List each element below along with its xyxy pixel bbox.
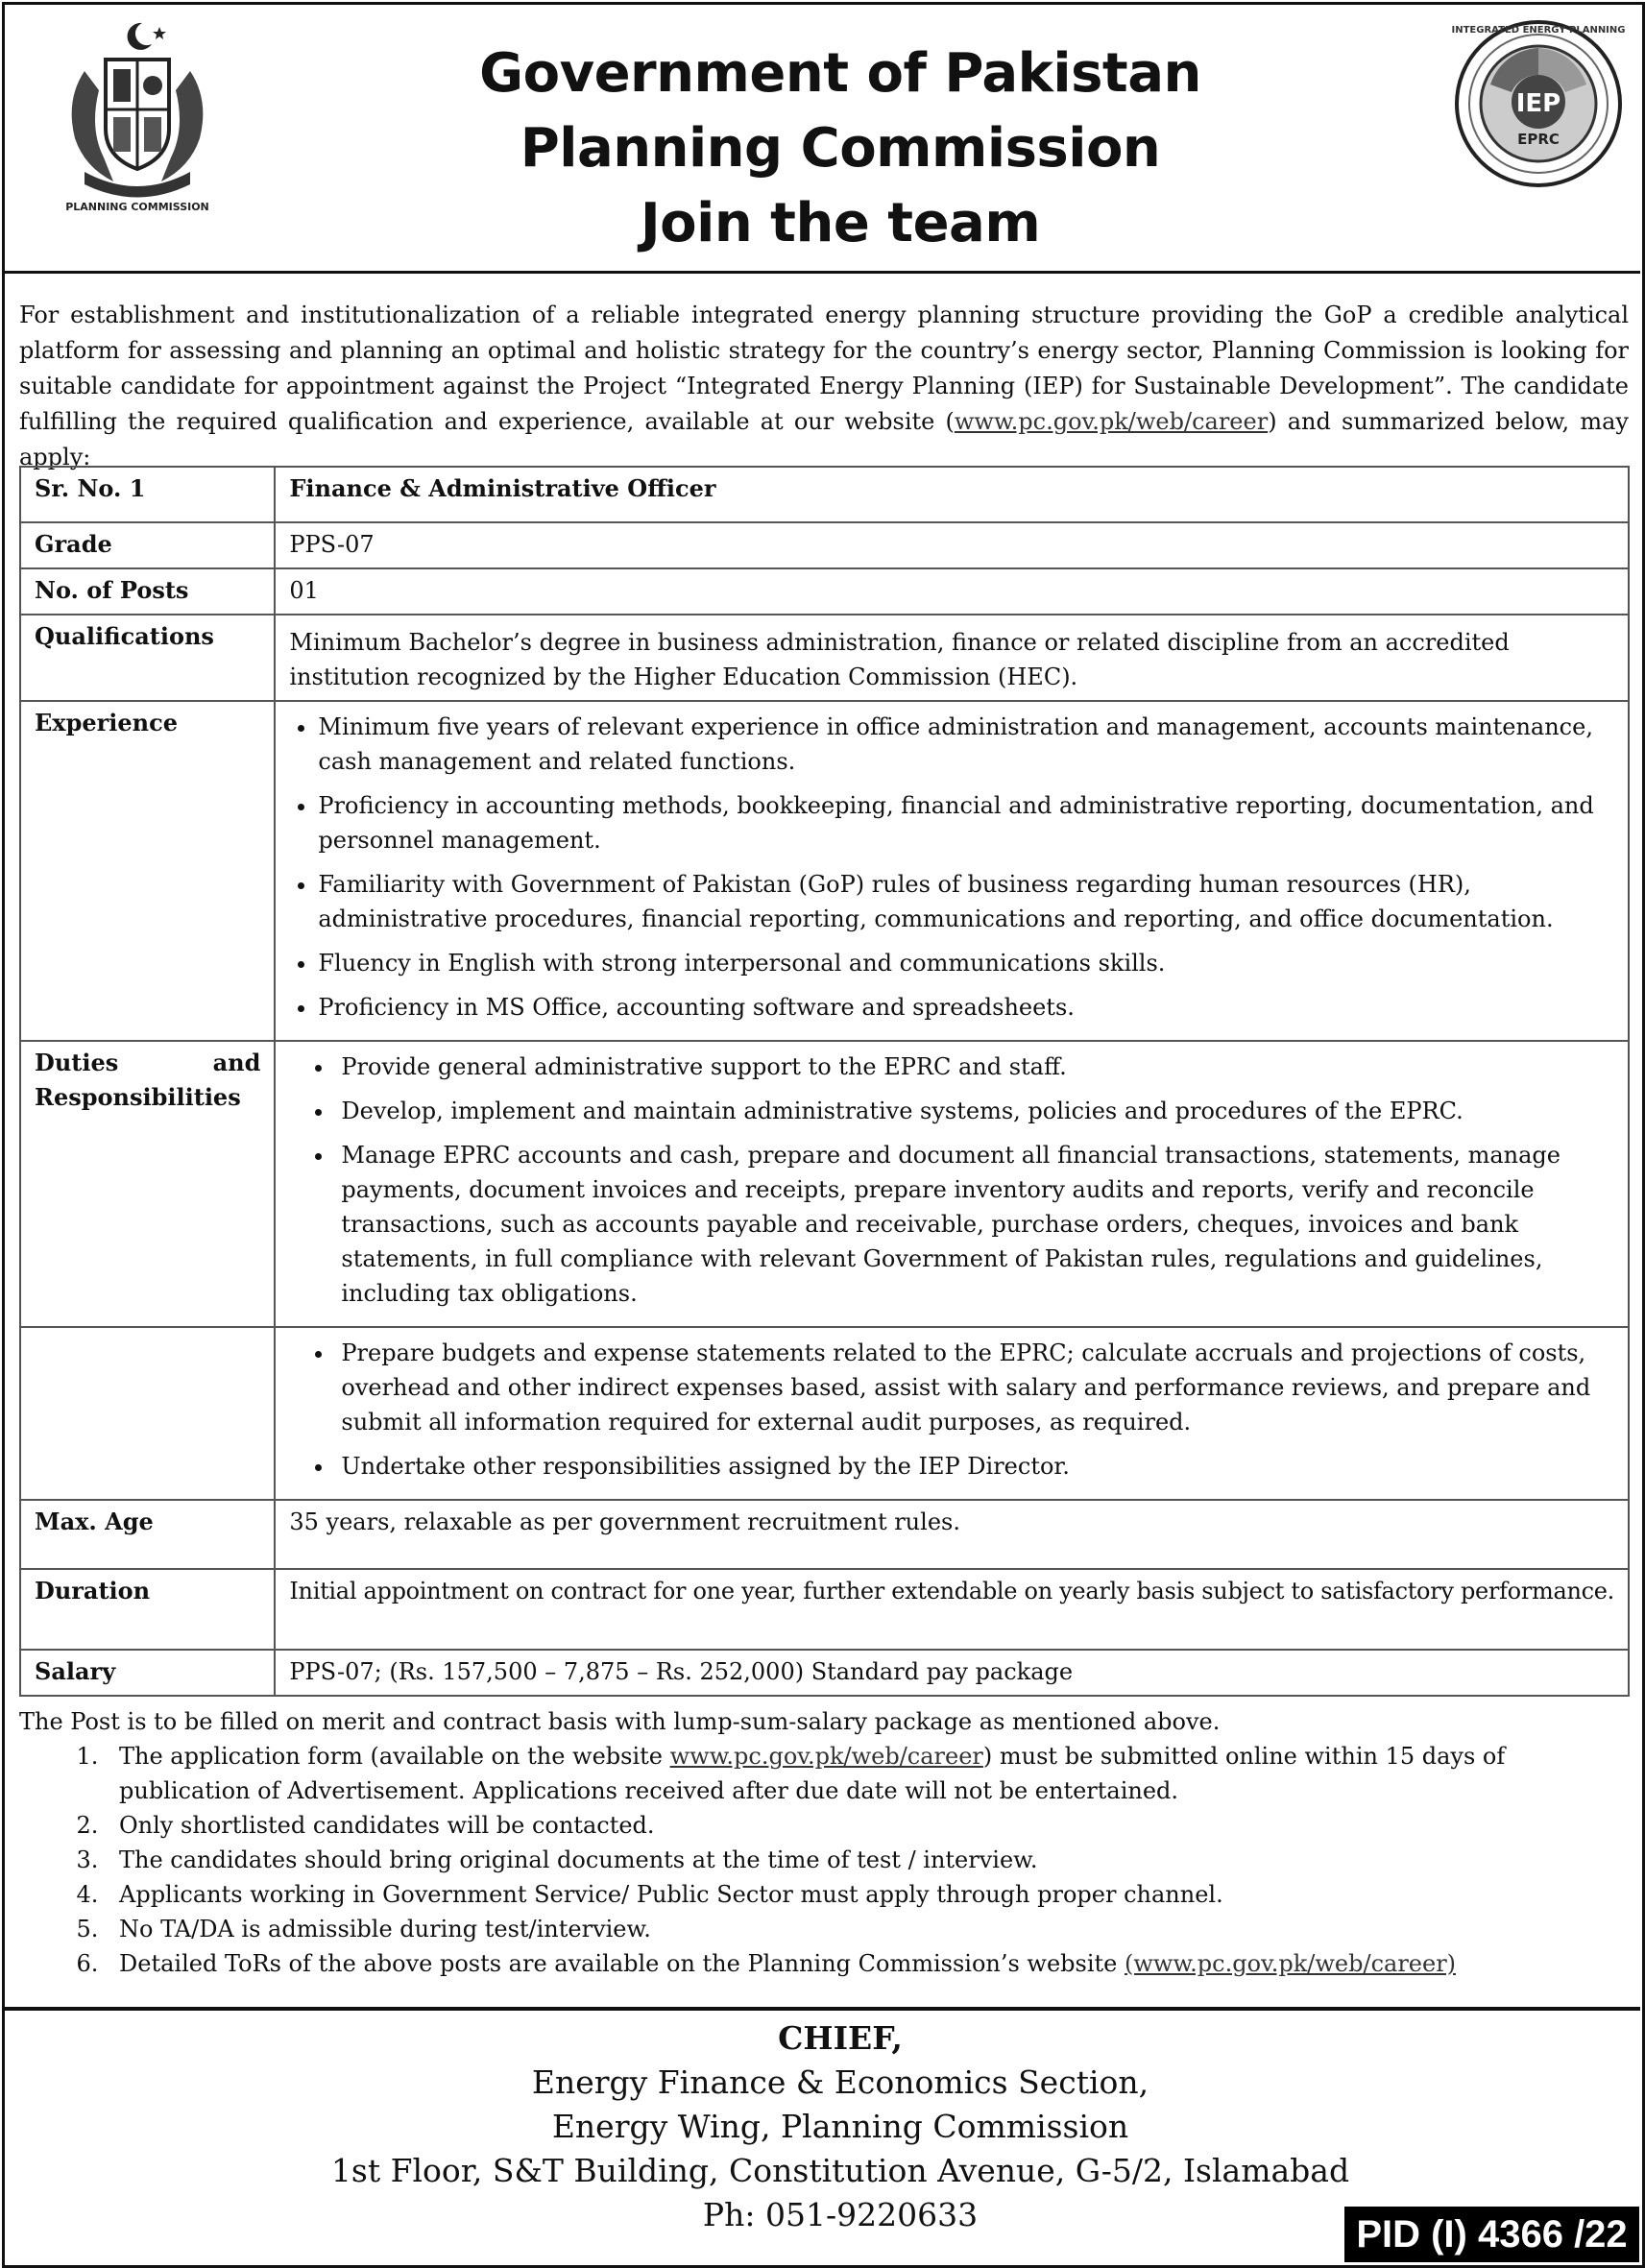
duties-cell bbox=[275, 1041, 1629, 1327]
experience-item: • Fluency in English with strong interpersonal and communications skills. bbox=[318, 946, 1614, 980]
age-label: Max. Age bbox=[20, 1500, 275, 1569]
list-item: 2. Only shortlisted candidates will be contacted. bbox=[106, 1808, 1629, 1843]
list-item: 5. No TA/DA is admissible during test/interview. bbox=[106, 1912, 1629, 1946]
duty-item: • Undertake other responsibilities assigned by the IEP Director. bbox=[335, 1449, 1614, 1484]
title-government: Government of Pakistan bbox=[479, 42, 1201, 105]
experience-label: Experience bbox=[20, 701, 275, 1041]
table-row bbox=[20, 522, 1629, 568]
right-logo-text: IEP bbox=[1515, 89, 1561, 118]
salary-value: PPS-07; (Rs. 157,500 – 7,875 – Rs. 252,000) Standard pay package bbox=[275, 1650, 1629, 1696]
intro-paragraph bbox=[19, 298, 1629, 475]
intro-text-after: ) and summarized below, may apply: bbox=[19, 408, 1629, 470]
posts-value: 01 bbox=[275, 568, 1629, 615]
list-item: 3. The candidates should bring original documents at the time of test / interview. bbox=[106, 1843, 1629, 1877]
application-notes bbox=[19, 1704, 1629, 1981]
right-logo-subtext: EPRC bbox=[1517, 131, 1560, 148]
right-logo-ring-text: INTEGRATED ENERGY PLANNING bbox=[1452, 25, 1625, 36]
experience-item: • Familiarity with Government of Pakistan (GoP) rules of business regarding human resources (HR), administrative procedures, financial reporting, communications and reporting, and office documentation. bbox=[318, 867, 1614, 936]
duty-item: • Provide general administrative support to the EPRC and staff. bbox=[335, 1050, 1614, 1084]
contact-block bbox=[288, 2016, 1392, 2237]
left-logo-caption: PLANNING COMMISSION bbox=[65, 201, 209, 213]
duties-continued-cell bbox=[275, 1327, 1629, 1500]
table-row bbox=[20, 1327, 1629, 1500]
qualifications-label: Qualifications bbox=[20, 615, 275, 701]
pid-badge: PID (I) 4366 /22 bbox=[1344, 2207, 1639, 2262]
duties-label: Duties and Responsibilities bbox=[20, 1041, 275, 1327]
table-row bbox=[20, 467, 1629, 522]
duration-value: Initial appointment on contract for one year, further extendable on yearly basis subject to satisfactory performance. bbox=[275, 1569, 1629, 1650]
contact-wing: Energy Wing, Planning Commission bbox=[551, 2108, 1129, 2145]
experience-cell bbox=[275, 701, 1629, 1041]
table-row bbox=[20, 1569, 1629, 1650]
notes-tor-link[interactable]: (www.pc.gov.pk/web/career) bbox=[1125, 1950, 1457, 1977]
contact-phone: Ph: 051-9220633 bbox=[702, 2196, 979, 2233]
position-title: Finance & Administrative Officer bbox=[275, 467, 1629, 522]
planning-commission-emblem-icon bbox=[46, 13, 229, 215]
duty-item: • Develop, implement and maintain administrative systems, policies and procedures of the EPRC. bbox=[335, 1094, 1614, 1128]
experience-item: • Minimum five years of relevant experience in office administration and management, accounts maintenance, cash management and related functions. bbox=[318, 710, 1614, 779]
grade-value: PPS-07 bbox=[275, 522, 1629, 568]
duty-item: • Prepare budgets and expense statements related to the EPRC; calculate accruals and projections of costs, overhead and other indirect expenses based, assist with salary and performance reviews, and prepare and submit all information required for external audit purposes, as required. bbox=[335, 1336, 1614, 1439]
page-title bbox=[288, 36, 1392, 261]
sr-label: Sr. No. 1 bbox=[20, 467, 275, 522]
age-value: 35 years, relaxable as per government recruitment rules. bbox=[275, 1500, 1629, 1569]
position-details-table bbox=[19, 466, 1630, 1697]
contact-section: Energy Finance & Economics Section, bbox=[531, 2063, 1149, 2101]
notes-career-link[interactable]: www.pc.gov.pk/web/career bbox=[669, 1743, 983, 1770]
table-row bbox=[20, 1041, 1629, 1327]
salary-label: Salary bbox=[20, 1650, 275, 1696]
intro-text: For establishment and institutionalization of a reliable integrated energy planning structure providing the GoP a credible analytical platform for assessing and planning an optimal and holistic strategy for the country’s energy sector, Planning Commission is looking for suitable candidate for appointment against the Project “Integrated Energy Planning (IEP) for Sustainable Development”. The candidate fulfilling the required qualification and experience, available at our website ( bbox=[19, 302, 1629, 435]
table-row bbox=[20, 615, 1629, 701]
qualifications-value: Minimum Bachelor’s degree in business administration, finance or related discipline from an accredited institution recognized by the Higher Education Commission (HEC). bbox=[275, 615, 1629, 701]
intro-career-link[interactable]: www.pc.gov.pk/web/career bbox=[954, 408, 1269, 435]
header-divider bbox=[5, 271, 1640, 274]
table-row bbox=[20, 1500, 1629, 1569]
table-row bbox=[20, 1650, 1629, 1696]
list-item: 6. Detailed ToRs of the above posts are available on the Planning Commission’s website (www.pc.gov.pk/web/career) bbox=[106, 1946, 1629, 1981]
contact-chief: CHIEF, bbox=[778, 2019, 903, 2057]
experience-item: • Proficiency in MS Office, accounting software and spreadsheets. bbox=[318, 990, 1614, 1025]
experience-item: • Proficiency in accounting methods, bookkeeping, financial and administrative reporting, documentation, and personnel management. bbox=[318, 788, 1614, 857]
grade-label: Grade bbox=[20, 522, 275, 568]
title-commission: Planning Commission bbox=[520, 117, 1161, 180]
list-item: 4. Applicants working in Government Service/ Public Sector must apply through proper channel. bbox=[106, 1877, 1629, 1912]
duration-label: Duration bbox=[20, 1569, 275, 1650]
footer-divider bbox=[5, 2007, 1640, 2011]
table-row bbox=[20, 701, 1629, 1041]
posts-label: No. of Posts bbox=[20, 568, 275, 615]
notes-lead: The Post is to be filled on merit and contract basis with lump-sum-salary package as mentioned above. bbox=[19, 1708, 1221, 1735]
contact-address: 1st Floor, S&T Building, Constitution Avenue, G-5/2, Islamabad bbox=[330, 2152, 1350, 2189]
iep-eprc-logo-icon bbox=[1452, 17, 1625, 190]
duty-item: • Manage EPRC accounts and cash, prepare and document all financial transactions, statements, manage payments, document invoices and receipts, prepare inventory audits and reports, verify and reconcile transactions, such as accounts payable and receivable, purchase orders, cheques, invoices and bank statements, in full compliance with relevant Government of Pakistan rules, regulations and guidelines, including tax obligations. bbox=[335, 1138, 1614, 1311]
title-join: Join the team bbox=[640, 192, 1041, 254]
list-item: 1. The application form (available on the website www.pc.gov.pk/web/career) must be submitted online within 15 days of publication of Advertisement. Applications received after due date will not be entertained. bbox=[106, 1739, 1629, 1808]
table-row bbox=[20, 568, 1629, 615]
